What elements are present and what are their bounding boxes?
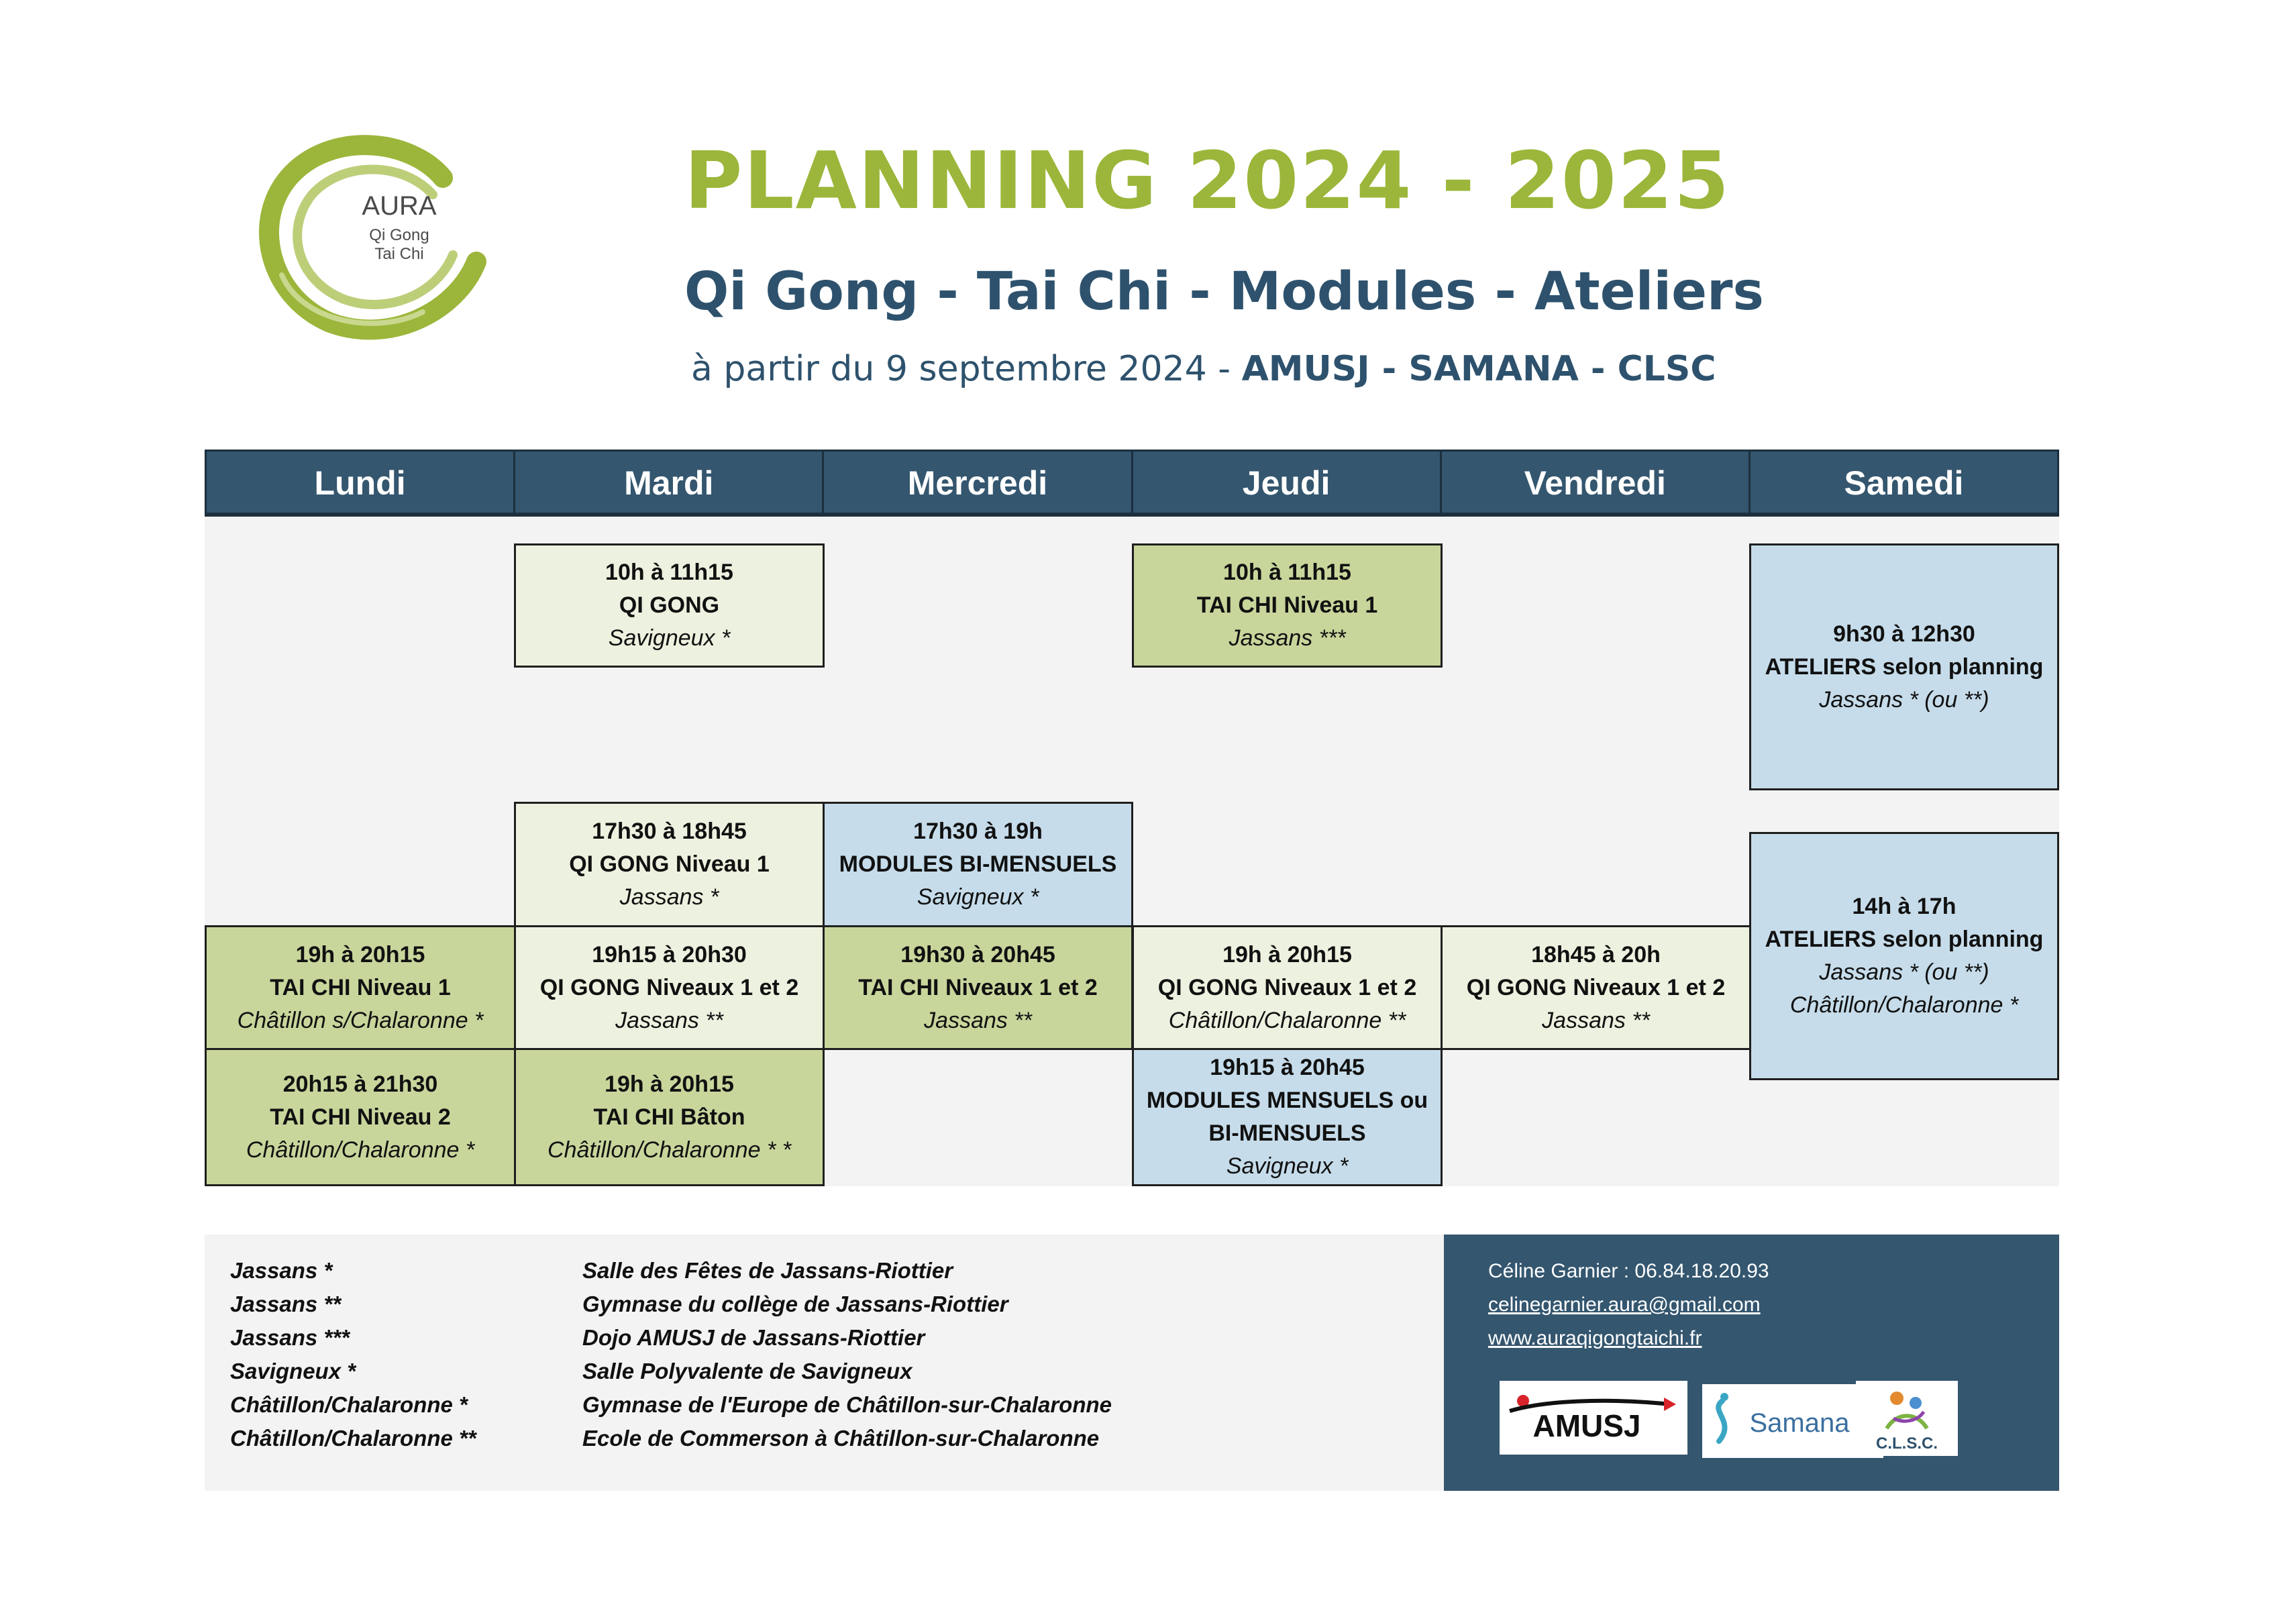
days-header [205,450,2059,517]
logo-text-taichi: Tai Chi [374,245,424,263]
website-link[interactable]: www.auraqigongtaichi.fr [1488,1327,1702,1349]
slot-place: Savigneux * [608,625,731,651]
amusj-logo-mark [1503,1384,1684,1451]
slot-time: 19h à 20h15 [605,1071,734,1097]
slot-time: 19h à 20h15 [1222,941,1352,967]
aura-logo [242,121,490,349]
slot-jeudi-taichi-morning [1132,543,1443,668]
legend-key: Savigneux * [230,1359,356,1383]
slot-jeudi-qigong-n1-n2 [1132,925,1443,1050]
slot-vendredi-qigong-n1-n2 [1441,925,1751,1050]
slot-mardi-qigong-morning [514,543,825,668]
slot-course: QI GONG [619,592,720,618]
slot-place: Châtillon s/Chalaronne * [237,1007,484,1033]
day-lundi: Lundi [207,452,515,515]
slot-time: 19h15 à 20h30 [592,941,747,967]
slot-course: MODULES BI-MENSUELS [839,851,1117,877]
logo-text-aura: AURA [362,191,437,221]
slot-mardi-qigong-n1-n2 [514,925,825,1050]
slot-course: QI GONG Niveaux 1 et 2 [1157,974,1417,1000]
slot-time: 14h à 17h [1852,894,1956,919]
slot-time: 10h à 11h15 [1223,560,1351,585]
day-vendredi: Vendredi [1442,452,1751,515]
slot-course: TAI CHI Niveau 1 [1196,592,1378,618]
slot-place: Jassans * [619,884,719,910]
slot-place: Châtillon/Chalaronne * [246,1137,475,1163]
legend-value: Gymnase de l'Europe de Châtillon-sur-Chalaronne [582,1392,1112,1417]
venues-text: AMUSJ - SAMANA - CLSC [1241,349,1716,389]
slot-place-2: Châtillon/Chalaronne * [1789,992,2019,1018]
start-date-line [691,349,1716,389]
slot-place: Savigneux * [1226,1153,1349,1179]
legend-key: Châtillon/Chalaronne * [230,1392,468,1417]
slot-time: 19h30 à 20h45 [900,941,1055,967]
contact-phone: Céline Garnier : 06.84.18.20.93 [1488,1260,1769,1282]
slot-place: Châtillon/Chalaronne * * [547,1137,791,1163]
slot-course: ATELIERS selon planning [1765,653,2044,680]
page-title: PLANNING 2024 - 2025 [684,134,1731,227]
header-divider [205,513,2059,517]
legend-key: Jassans *** [230,1325,350,1350]
legend-key: Jassans * [230,1258,333,1283]
slot-course: QI GONG Niveaux 1 et 2 [1466,974,1726,1000]
slot-lundi-taichi-n2 [205,1048,516,1186]
slot-place: Jassans ** [615,1007,723,1033]
slot-place: Jassans * (ou **) [1819,686,1989,713]
clsc-logo [1856,1381,1958,1456]
slot-mercredi-taichi-n1-n2 [823,925,1133,1050]
slot-time: 19h15 à 20h45 [1210,1055,1365,1080]
legend-value: Gymnase du collège de Jassans-Riottier [582,1292,1008,1316]
slot-place: Jassans * (ou **) [1819,959,1989,985]
slot-time: 9h30 à 12h30 [1833,621,1975,647]
slot-time: 20h15 à 21h30 [282,1071,438,1097]
slot-time: 19h à 20h15 [295,941,425,967]
slot-course: ATELIERS selon planning [1765,927,2044,952]
legend-key: Châtillon/Chalaronne ** [230,1426,476,1451]
slot-mardi-qigong-n1 [514,802,825,927]
legend-value: Dojo AMUSJ de Jassans-Riottier [582,1325,925,1350]
page-subtitle: Qi Gong - Tai Chi - Modules - Ateliers [684,262,1764,322]
slot-place: Châtillon/Chalaronne ** [1168,1007,1406,1033]
day-mercredi: Mercredi [824,452,1133,515]
slot-mardi-taichi-baton [514,1048,825,1186]
slot-course: TAI CHI Niveaux 1 et 2 [858,974,1098,1000]
slot-course: MODULES MENSUELS ou BI-MENSUELS [1146,1088,1428,1146]
day-mardi: Mardi [515,452,824,515]
samana-text: Samana [1749,1408,1850,1438]
slot-course: TAI CHI Niveau 1 [270,974,451,1000]
legend-key: Jassans ** [230,1292,342,1316]
logo-text-qigong: Qi Gong [369,226,429,244]
slot-lundi-taichi-n1 [205,925,516,1050]
slot-course: TAI CHI Bâton [593,1104,745,1130]
amusj-text: AMUSJ [1532,1408,1641,1443]
slot-time: 18h45 à 20h [1531,941,1661,967]
slot-mercredi-modules-bimensuels [823,802,1133,927]
clsc-logo-mark [1857,1381,1957,1455]
start-date-text: à partir du 9 septembre 2024 - [691,349,1242,389]
amusj-logo [1500,1381,1687,1455]
legend-value: Salle des Fêtes de Jassans-Riottier [582,1258,953,1283]
samana-logo-mark [1706,1388,1880,1455]
slot-samedi-ateliers-morning [1749,543,2059,790]
contact-email-link[interactable]: celinegarnier.aura@gmail.com [1488,1294,1761,1316]
legend-value: Salle Polyvalente de Savigneux [582,1359,912,1383]
slot-place: Jassans ** [1542,1007,1650,1033]
slot-time: 17h30 à 18h45 [592,819,747,844]
clsc-text: C.L.S.C. [1875,1434,1938,1453]
legend-value: Ecole de Commerson à Châtillon-sur-Chalaronne [582,1426,1100,1451]
slot-course: TAI CHI Niveau 2 [270,1104,451,1130]
slot-jeudi-modules-mensuels [1132,1048,1443,1186]
slot-place: Jassans ** [924,1007,1032,1033]
day-jeudi: Jeudi [1133,452,1442,515]
slot-time: 17h30 à 19h [913,819,1043,844]
slot-samedi-ateliers-afternoon [1749,832,2059,1080]
day-samedi: Samedi [1844,464,1964,502]
slot-time: 10h à 11h15 [605,560,733,585]
slot-course: QI GONG Niveaux 1 et 2 [539,974,799,1000]
slot-place: Savigneux * [917,884,1039,910]
slot-course: QI GONG Niveau 1 [569,851,770,877]
slot-place: Jassans *** [1229,625,1346,651]
